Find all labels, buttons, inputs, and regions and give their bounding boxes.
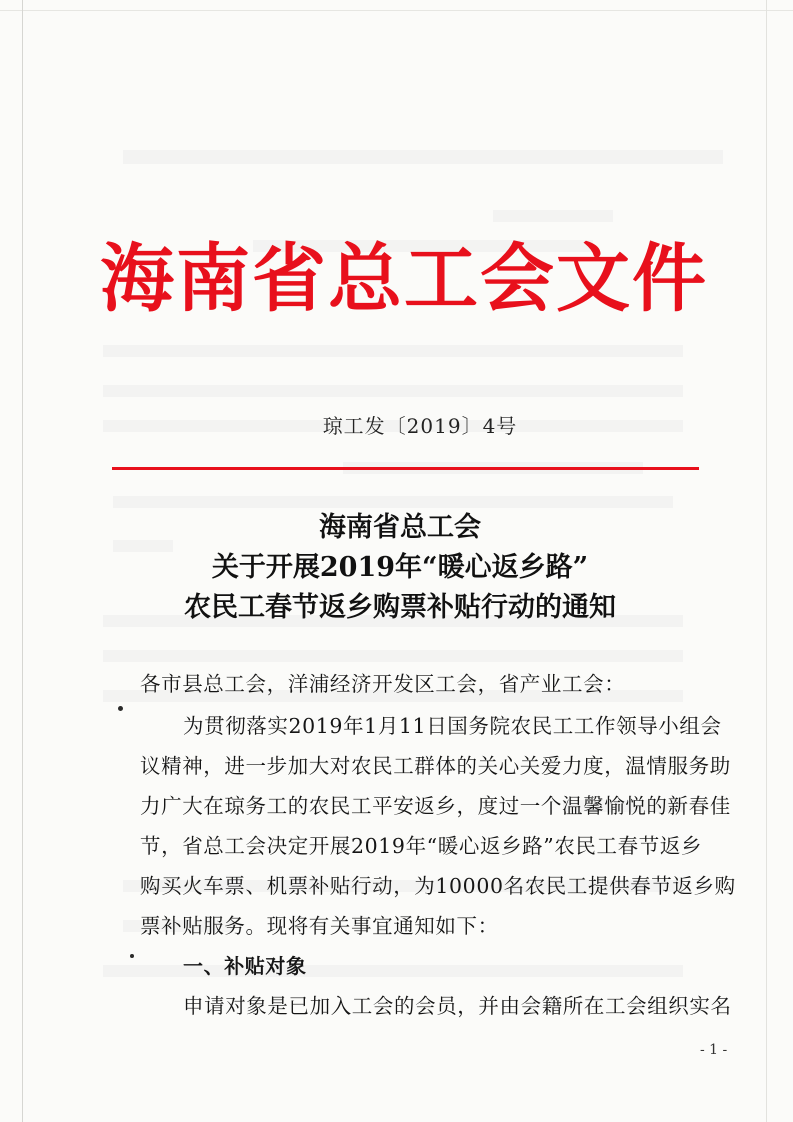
red-separator-rule (112, 467, 699, 470)
scan-speck (118, 706, 123, 711)
paragraph-1-line-4: 节，省总工会决定开展2019年“暖心返乡路”农民工春节返乡 (140, 834, 703, 858)
org-header-title: 海南省总工会文件 (100, 236, 708, 322)
paragraph-1-line-2: 议精神，进一步加大对农民工群体的关心关爱力度，温情服务助 (140, 754, 731, 778)
document-number: 琼工发〔2019〕4号 (322, 414, 518, 438)
notice-title-line-2: 关于开展2019年“暖心返乡路” (211, 552, 589, 583)
scan-speck (130, 954, 134, 958)
scan-edge-top (0, 10, 793, 11)
paragraph-1-line-3: 力广大在琼务工的农民工平安返乡，度过一个温馨愉悦的新春佳 (140, 794, 731, 818)
addressee-line: 各市县总工会，洋浦经济开发区工会，省产业工会： (140, 672, 626, 696)
paragraph-2-line-1: 申请对象是已加入工会的会员，并由会籍所在工会组织实名 (183, 994, 732, 1018)
scan-edge-left (22, 0, 23, 1122)
paragraph-1-line-1: 为贯彻落实2019年1月11日国务院农民工工作领导小组会 (183, 714, 722, 738)
notice-title-line-3: 农民工春节返乡购票补贴行动的通知 (184, 592, 616, 623)
scan-edge-right (766, 0, 767, 1122)
section-1-heading: 一、补贴对象 (183, 954, 307, 978)
notice-title-line-1: 海南省总工会 (319, 512, 481, 543)
page-number: - 1 - (700, 1042, 728, 1058)
paragraph-1-line-6: 票补贴服务。现将有关事宜通知如下： (140, 914, 499, 938)
paragraph-1-line-5: 购买火车票、机票补贴行动，为10000名农民工提供春节返乡购 (140, 874, 736, 898)
